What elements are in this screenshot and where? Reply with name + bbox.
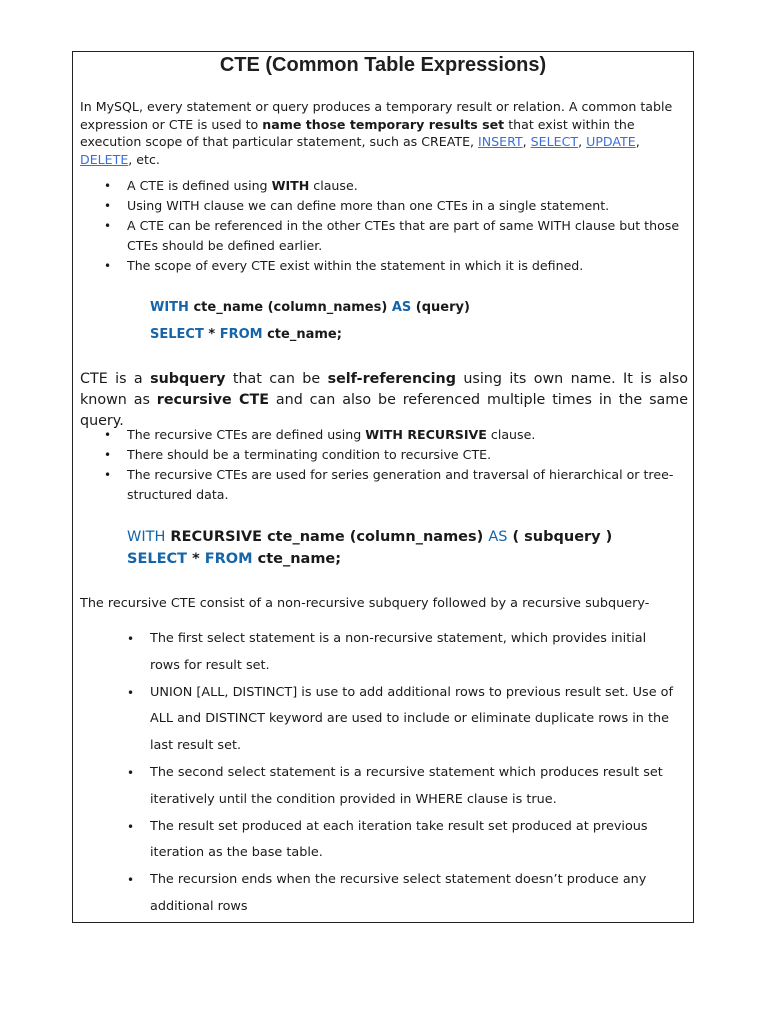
list-item: • There should be a terminating condition to recursive CTE. [127, 445, 675, 465]
code-line-1 [150, 300, 470, 315]
list-item: • UNION [ALL, DISTINCT] is use to add additional rows to previous result set. Use of ALL and DISTINCT keyword are used to include or eliminate duplicate rows in the last result set. [150, 680, 680, 760]
code-text: ( subquery ) [507, 529, 613, 545]
code-text: RECURSIVE cte_name (column_names) [165, 529, 489, 545]
keyword: FROM [219, 327, 263, 342]
code-text: (query) [411, 300, 470, 315]
bullet-bold: WITH RECURSIVE [365, 427, 487, 442]
link-select[interactable]: SELECT [530, 134, 579, 149]
list-item: • The result set produced at each iteration take result set produced at previous iteration as the base table. [150, 814, 680, 868]
code-text: cte_name (column_names) [188, 300, 392, 315]
list-item: • The scope of every CTE exist within the statement in which it is defined. [127, 256, 687, 276]
link-update[interactable]: UPDATE [586, 134, 636, 149]
link-delete[interactable]: DELETE [80, 151, 129, 167]
bullet-text: The recursive CTEs are defined using [127, 427, 366, 442]
keyword: AS [391, 300, 412, 315]
code-text: * [187, 551, 205, 567]
list-item: • The recursive CTEs are used for series generation and traversal of hierarchical or tree-structured data. [127, 465, 675, 505]
intro-end: , etc. [128, 151, 160, 167]
keyword: WITH [127, 529, 166, 545]
page-title: CTE (Common Table Expressions) [219, 54, 547, 76]
intro-paragraph: In MySQL, every statement or query produces a temporary result or relation. A common table expression or CTE is used to name those temporary results set that exist within the execution scope of that particular statement, such as CREATE, INSERT, SELECT, UPDATE, DELETE, etc. [80, 99, 673, 167]
recursive-intro-paragraph [80, 369, 688, 432]
intro-text-1: In MySQL, every statement or query produces a temporary result or relation. A common table expression or CTE is used to [80, 99, 673, 132]
bold-text: subquery [150, 371, 226, 387]
intro-text-2: that exist within the execution scope of that particular statement, such as CREATE, [80, 116, 635, 149]
recursive-code-line-2 [127, 551, 341, 567]
list-item: • The second select statement is a recursive statement which produces result set iteratively until the condition provided in WHERE clause is true. [150, 760, 680, 814]
list-item: • The first select statement is a non-recursive statement, which provides initial rows for result set. [150, 626, 680, 680]
text: CTE is a [80, 371, 151, 387]
intro-bold: name those temporary results set [262, 116, 505, 132]
cte-bullet-list [127, 176, 687, 276]
bullet-text: clause. [309, 178, 358, 193]
keyword: FROM [204, 551, 253, 567]
keyword: SELECT [150, 327, 204, 342]
list-item [127, 425, 675, 445]
recursive-code-line-1 [127, 529, 612, 545]
bold-text: recursive CTE [156, 392, 269, 408]
text: that can be [225, 371, 328, 387]
code-text: cte_name; [262, 327, 342, 342]
bullet-bold: WITH [271, 178, 310, 193]
text: using its own name. It is also known as [80, 371, 688, 408]
keyword: SELECT [127, 551, 188, 567]
bold-text: self-referencing [327, 371, 456, 387]
link-insert[interactable]: INSERT [478, 134, 523, 149]
list-item: • A CTE can be referenced in the other CTEs that are part of same WITH clause but those CTEs should be defined earlier. [127, 216, 687, 256]
keyword: WITH [150, 300, 189, 315]
recursive-steps-list [150, 626, 680, 921]
list-item [127, 176, 687, 196]
list-item: • The recursion ends when the recursive select statement doesn’t produce any additional rows [150, 867, 680, 921]
keyword: AS [488, 529, 508, 545]
code-text: cte_name; [252, 551, 342, 567]
code-text: * [203, 327, 220, 342]
bullet-text: A CTE is defined using [127, 178, 272, 193]
recursive-bullet-list [127, 425, 675, 505]
consist-paragraph: The recursive CTE consist of a non-recursive subquery followed by a recursive subquery- [80, 596, 650, 611]
code-line-2 [150, 327, 342, 342]
list-item: • Using WITH clause we can define more than one CTEs in a single statement. [127, 196, 687, 216]
text: and can also be referenced multiple times in the same query. [80, 392, 688, 429]
bullet-text: clause. [486, 427, 536, 442]
